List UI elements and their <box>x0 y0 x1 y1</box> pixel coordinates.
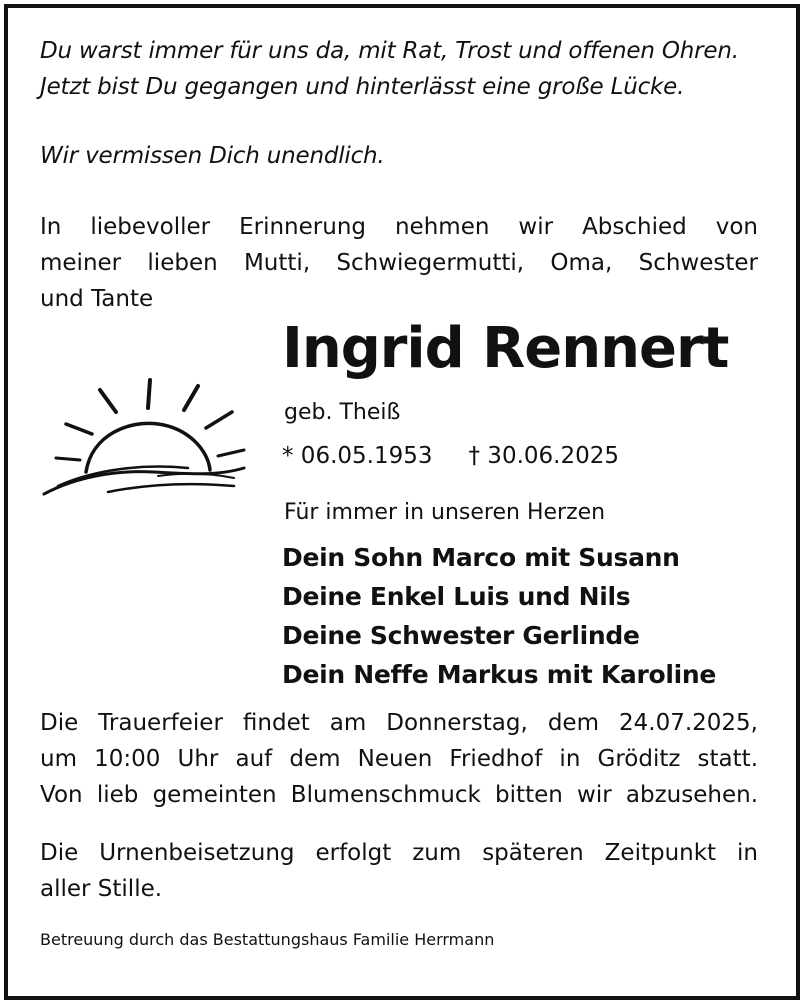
life-dates <box>282 443 619 469</box>
mourner-4: Dein Neffe Markus mit Karoline <box>282 660 717 689</box>
remembrance-line-3: und Tante <box>40 286 154 312</box>
funeral-line-3: Von lieb gemeinten Blumenschmuck bitten wir abzusehen. <box>40 782 758 808</box>
sunset-icon <box>38 372 250 500</box>
birth-name: geb. Theiß <box>284 400 401 425</box>
birth-date: * 06.05.1953 <box>282 443 433 469</box>
death-date: † 30.06.2025 <box>468 443 619 469</box>
mourner-1: Dein Sohn Marco mit Susann <box>282 543 680 572</box>
intro-line-3: Wir vermissen Dich unendlich. <box>40 143 385 169</box>
remembrance-line-1: In liebevoller Erinnerung nehmen wir Abschied von <box>40 214 758 240</box>
intro-line-2: Jetzt bist Du gegangen und hinterlässt eine große Lücke. <box>40 74 685 100</box>
motto: Für immer in unseren Herzen <box>284 500 606 525</box>
urn-line-2: aller Stille. <box>40 876 163 902</box>
deceased-name: Ingrid Rennert <box>282 316 729 381</box>
intro-line-1: Du warst immer für uns da, mit Rat, Trost und offenen Ohren. <box>40 38 739 64</box>
mourners-list <box>282 538 716 694</box>
mourner-3: Deine Schwester Gerlinde <box>282 621 640 650</box>
funeral-line-1: Die Trauerfeier findet am Donnerstag, dem 24.07.2025, <box>40 710 758 736</box>
remembrance-line-2: meiner lieben Mutti, Schwiegermutti, Oma, Schwester <box>40 250 758 276</box>
urn-line-1: Die Urnenbeisetzung erfolgt zum späteren Zeitpunkt in <box>40 840 758 866</box>
mourner-2: Deine Enkel Luis und Nils <box>282 582 631 611</box>
funeral-line-2: um 10:00 Uhr auf dem Neuen Friedhof in Gröditz statt. <box>40 746 758 772</box>
funeral-home-credit: Betreuung durch das Bestattungshaus Familie Herrmann <box>40 930 495 949</box>
